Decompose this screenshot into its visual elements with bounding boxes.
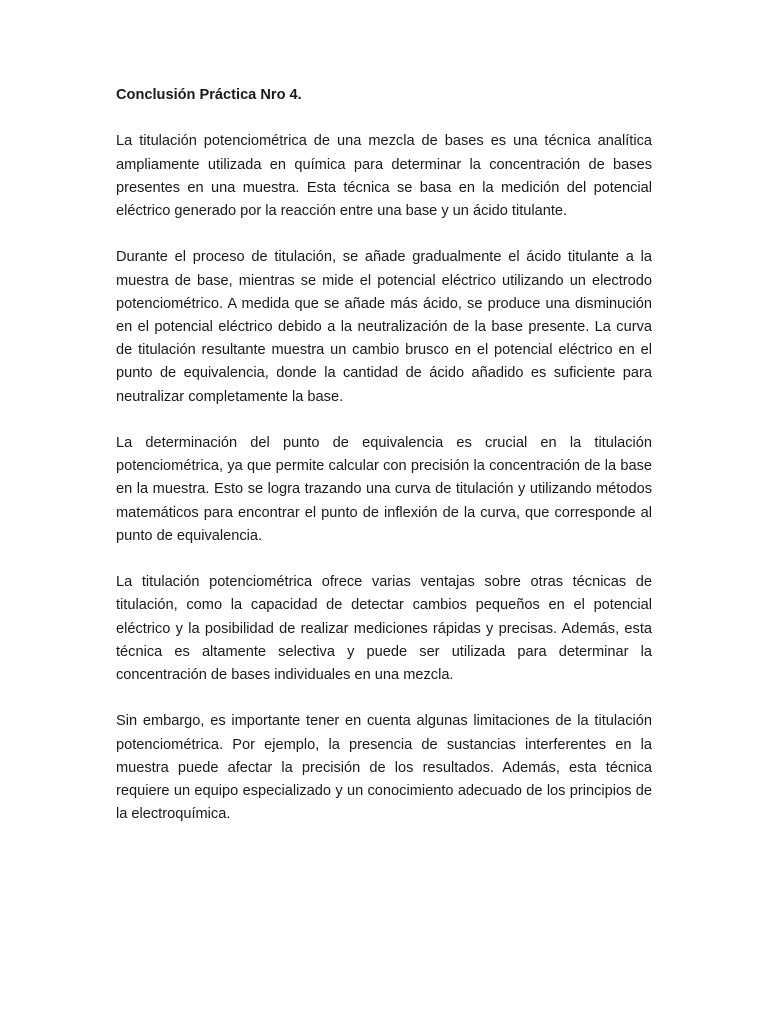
paragraph-1: La titulación potenciométrica de una mezcla de bases es una técnica analítica ampliamente utilizada en química para determinar la concentración de bases presentes en una muestra. Esta técnica se basa en la medición del potencial eléctrico generado por la reacción entre una base y un ácido titulante.: [116, 133, 652, 219]
document-title: Conclusión Práctica Nro 4.: [116, 87, 302, 103]
paragraph-2: Durante el proceso de titulación, se añade gradualmente el ácido titulante a la muestra de base, mientras se mide el potencial eléctrico utilizando un electrodo potenciométrico. A medida que se añade más ácido, se produce una disminución en el potencial eléctrico debido a la neutralización de la base presente. La curva de titulación resultante muestra un cambio brusco en el potencial eléctrico en el punto de equivalencia, donde la cantidad de ácido añadido es suficiente para neutralizar completamente la base.: [116, 249, 652, 405]
document-body: [116, 84, 652, 850]
paragraph-4: La titulación potenciométrica ofrece varias ventajas sobre otras técnicas de titulación, como la capacidad de detectar cambios pequeños en el potencial eléctrico y la posibilidad de realizar mediciones rápidas y precisas. Además, esta técnica es altamente selectiva y puede ser utilizada para determinar la concentración de bases individuales en una mezcla.: [116, 574, 652, 684]
paragraph-5: Sin embargo, es importante tener en cuenta algunas limitaciones de la titulación potenciométrica. Por ejemplo, la presencia de sustancias interferentes en la muestra puede afectar la precisión de los resultados. Además, esta técnica requiere un equipo especializado y un conocimiento adecuado de los principios de la electroquímica.: [116, 713, 652, 823]
paragraph-3: La determinación del punto de equivalencia es crucial en la titulación potenciométrica, ya que permite calcular con precisión la concentración de la base en la muestra. Esto se logra trazando una curva de titulación y utilizando métodos matemáticos para encontrar el punto de inflexión de la curva, que corresponde al punto de equivalencia.: [116, 435, 652, 544]
